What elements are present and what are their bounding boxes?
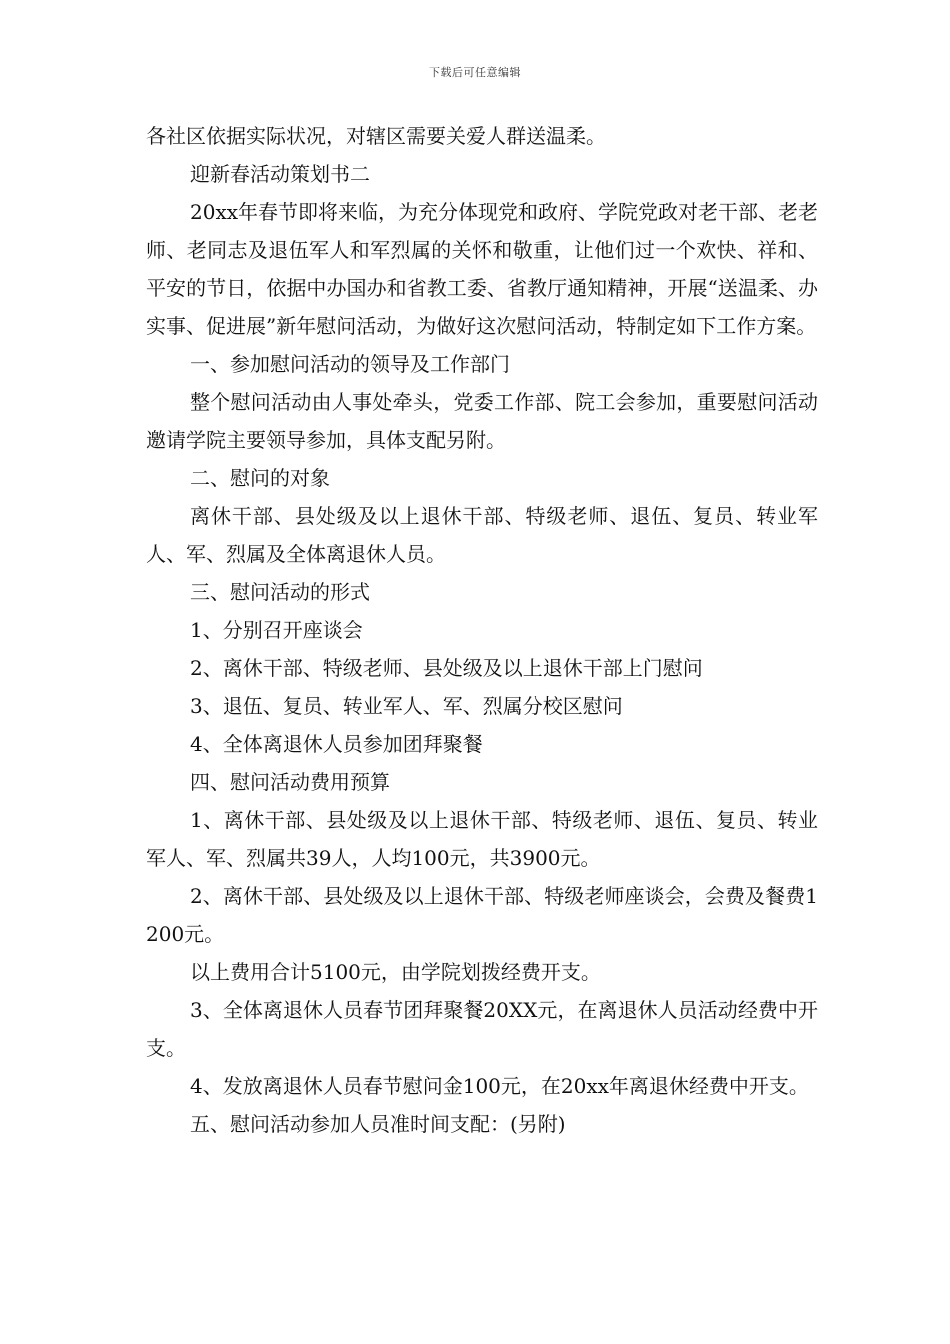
budget-total: 以上费用合计5100元，由学院划拨经费开支。 (190, 960, 601, 984)
heading-budget: 四、慰问活动费用预算 (190, 770, 390, 794)
list-item-form-2: 2、离休干部、特级老师、县处级及以上退休干部上门慰问 (190, 656, 703, 680)
list-item-budget-3: 3、全体离退休人员春节团拜聚餐20XX元，在离退休人员活动经费中开支。 (146, 998, 818, 1060)
list-item-budget-4: 4、发放离退休人员春节慰问金100元，在20xx年离退休经费中开支。 (190, 1074, 809, 1098)
paragraph-targets: 离休干部、县处级及以上退休干部、特级老师、退伍、复员、转业军人、军、烈属及全体离退休人员。 (146, 504, 818, 566)
list-item-form-4: 4、全体离退休人员参加团拜聚餐 (190, 732, 483, 756)
heading-schedule: 五、慰问活动参加人员准时间支配：(另附) (190, 1112, 566, 1136)
section-title: 迎新春活动策划书二 (190, 162, 370, 186)
list-item-form-3: 3、退伍、复员、转业军人、军、烈属分校区慰问 (190, 694, 623, 718)
paragraph-intro: 各社区依据实际状况，对辖区需要关爱人群送温柔。 (146, 124, 606, 148)
heading-targets: 二、慰问的对象 (190, 466, 330, 490)
document-body (146, 117, 818, 1143)
list-item-budget-1: 1、离休干部、县处级及以上退休干部、特级老师、退伍、复员、转业军人、军、烈属共39人，人均100元，共3900元。 (146, 808, 818, 870)
heading-leadership: 一、参加慰问活动的领导及工作部门 (190, 352, 510, 376)
paragraph-leadership: 整个慰问活动由人事处牵头，党委工作部、院工会参加，重要慰问活动邀请学院主要领导参加，具体支配另附。 (146, 390, 818, 452)
list-item-form-1: 1、分别召开座谈会 (190, 618, 363, 642)
heading-forms: 三、慰问活动的形式 (190, 580, 370, 604)
paragraph-overview: 20xx年春节即将来临，为充分体现党和政府、学院党政对老干部、老老师、老同志及退伍军人和军烈属的关怀和敬重，让他们过一个欢快、祥和、平安的节日，依据中办国办和省教工委、省教厅通知精神，开展“送温柔、办实事、促进展”新年慰问活动，为做好这次慰问活动，特制定如下工作方案。 (146, 200, 819, 338)
page-header: 下载后可任意编辑 (429, 66, 521, 79)
list-item-budget-2: 2、离休干部、县处级及以上退休干部、特级老师座谈会，会费及餐费1200元。 (146, 884, 818, 946)
